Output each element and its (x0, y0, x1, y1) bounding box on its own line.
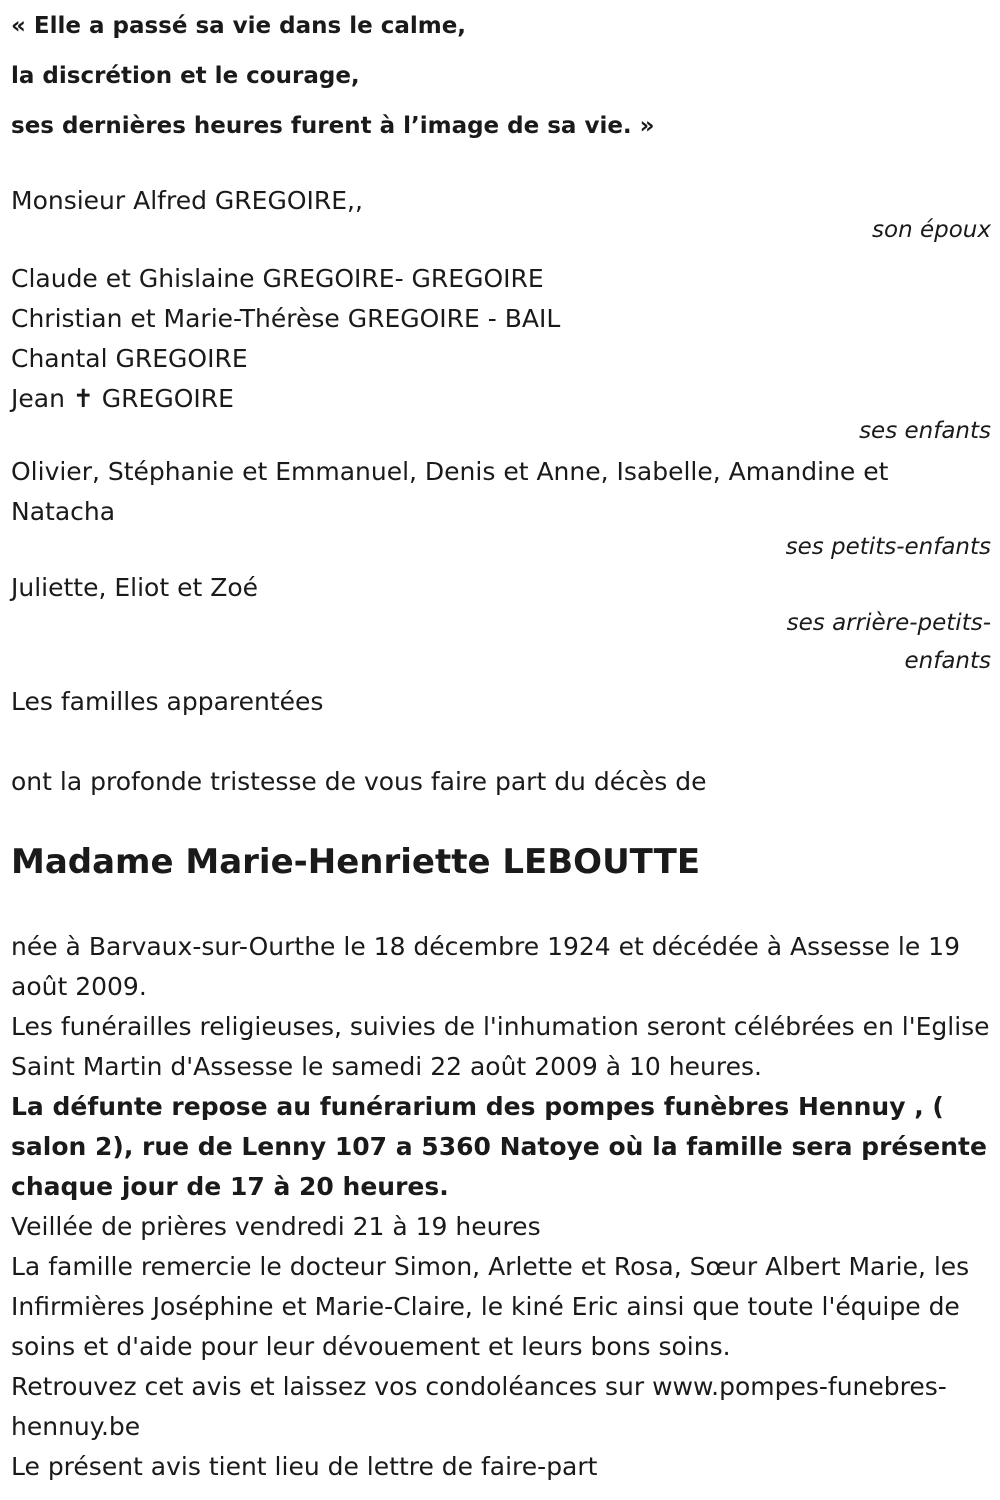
details-section (11, 927, 991, 1487)
spouse-role: son époux (872, 217, 991, 243)
children-role: ses enfants (859, 418, 991, 444)
child-4-first-name: Jean (11, 384, 65, 413)
child-1: Claude et Ghislaine GREGOIRE- GREGOIRE (11, 264, 544, 293)
epitaph-line-3: ses dernières heures furent à l’image de sa vie. » (11, 113, 655, 139)
great-grandchildren-role-line-1: ses arrière-petits- (786, 610, 991, 636)
notice-text: Le présent avis tient lieu de lettre de faire-part (11, 1452, 598, 1481)
child-2: Christian et Marie-Thérèse GREGOIRE - BAIL (11, 304, 561, 333)
grandchildren-names: Olivier, Stéphanie et Emmanuel, Denis et Anne, Isabelle, Amandine et Natacha (11, 457, 889, 526)
children-list (11, 259, 991, 419)
epitaph-quote (11, 1, 991, 151)
child-3: Chantal GREGOIRE (11, 344, 248, 373)
vigil-text: Veillée de prières vendredi 21 à 19 heures (11, 1212, 541, 1241)
deceased-name: Madame Marie-Henriette LEBOUTTE (11, 842, 701, 882)
announcement-text: ont la profonde tristesse de vous faire part du décès de (11, 767, 707, 796)
repose-text: La défunte repose au funérarium des pompes funèbres Hennuy , ( salon 2), rue de Lenny 107 a 5360 Natoye où la famille sera présente chaque jour de 17 à 20 heures. (11, 1092, 987, 1201)
great-grandchildren-role (11, 604, 991, 680)
grandchildren-role: ses petits-enfants (785, 534, 991, 560)
birth-death-text: née à Barvaux-sur-Ourthe le 18 décembre 1924 et décédée à Assesse le 19 août 2009. (11, 932, 960, 1001)
spouse-name: Monsieur Alfred GREGOIRE,, (11, 186, 363, 215)
obituary-notice (11, 0, 991, 1487)
child-4-last-name: GREGOIRE (101, 384, 234, 413)
epitaph-line-1: « Elle a passé sa vie dans le calme, (11, 13, 467, 39)
funeral-text: Les funérailles religieuses, suivies de l'inhumation seront célébrées en l'Eglise Saint Martin d'Assesse le samedi 22 août 2009 à 10 heures. (11, 1012, 990, 1081)
thanks-text: La famille remercie le docteur Simon, Arlette et Rosa, Sœur Albert Marie, les Infirmières Joséphine et Marie-Claire, le kiné Eric ainsi que toute l'équipe de soins et d'aide pour leur dévouement et leurs bons soins. (11, 1252, 970, 1361)
cross-icon: ✝ (72, 384, 94, 413)
online-condolences-text: Retrouvez cet avis et laissez vos condoléances sur www.pompes-funebres-hennuy.be (11, 1372, 947, 1441)
related-families: Les familles apparentées (11, 687, 324, 716)
epitaph-line-2: la discrétion et le courage, (11, 63, 360, 89)
great-grandchildren-names: Juliette, Eliot et Zoé (11, 573, 259, 602)
great-grandchildren-role-line-2: enfants (904, 648, 991, 674)
